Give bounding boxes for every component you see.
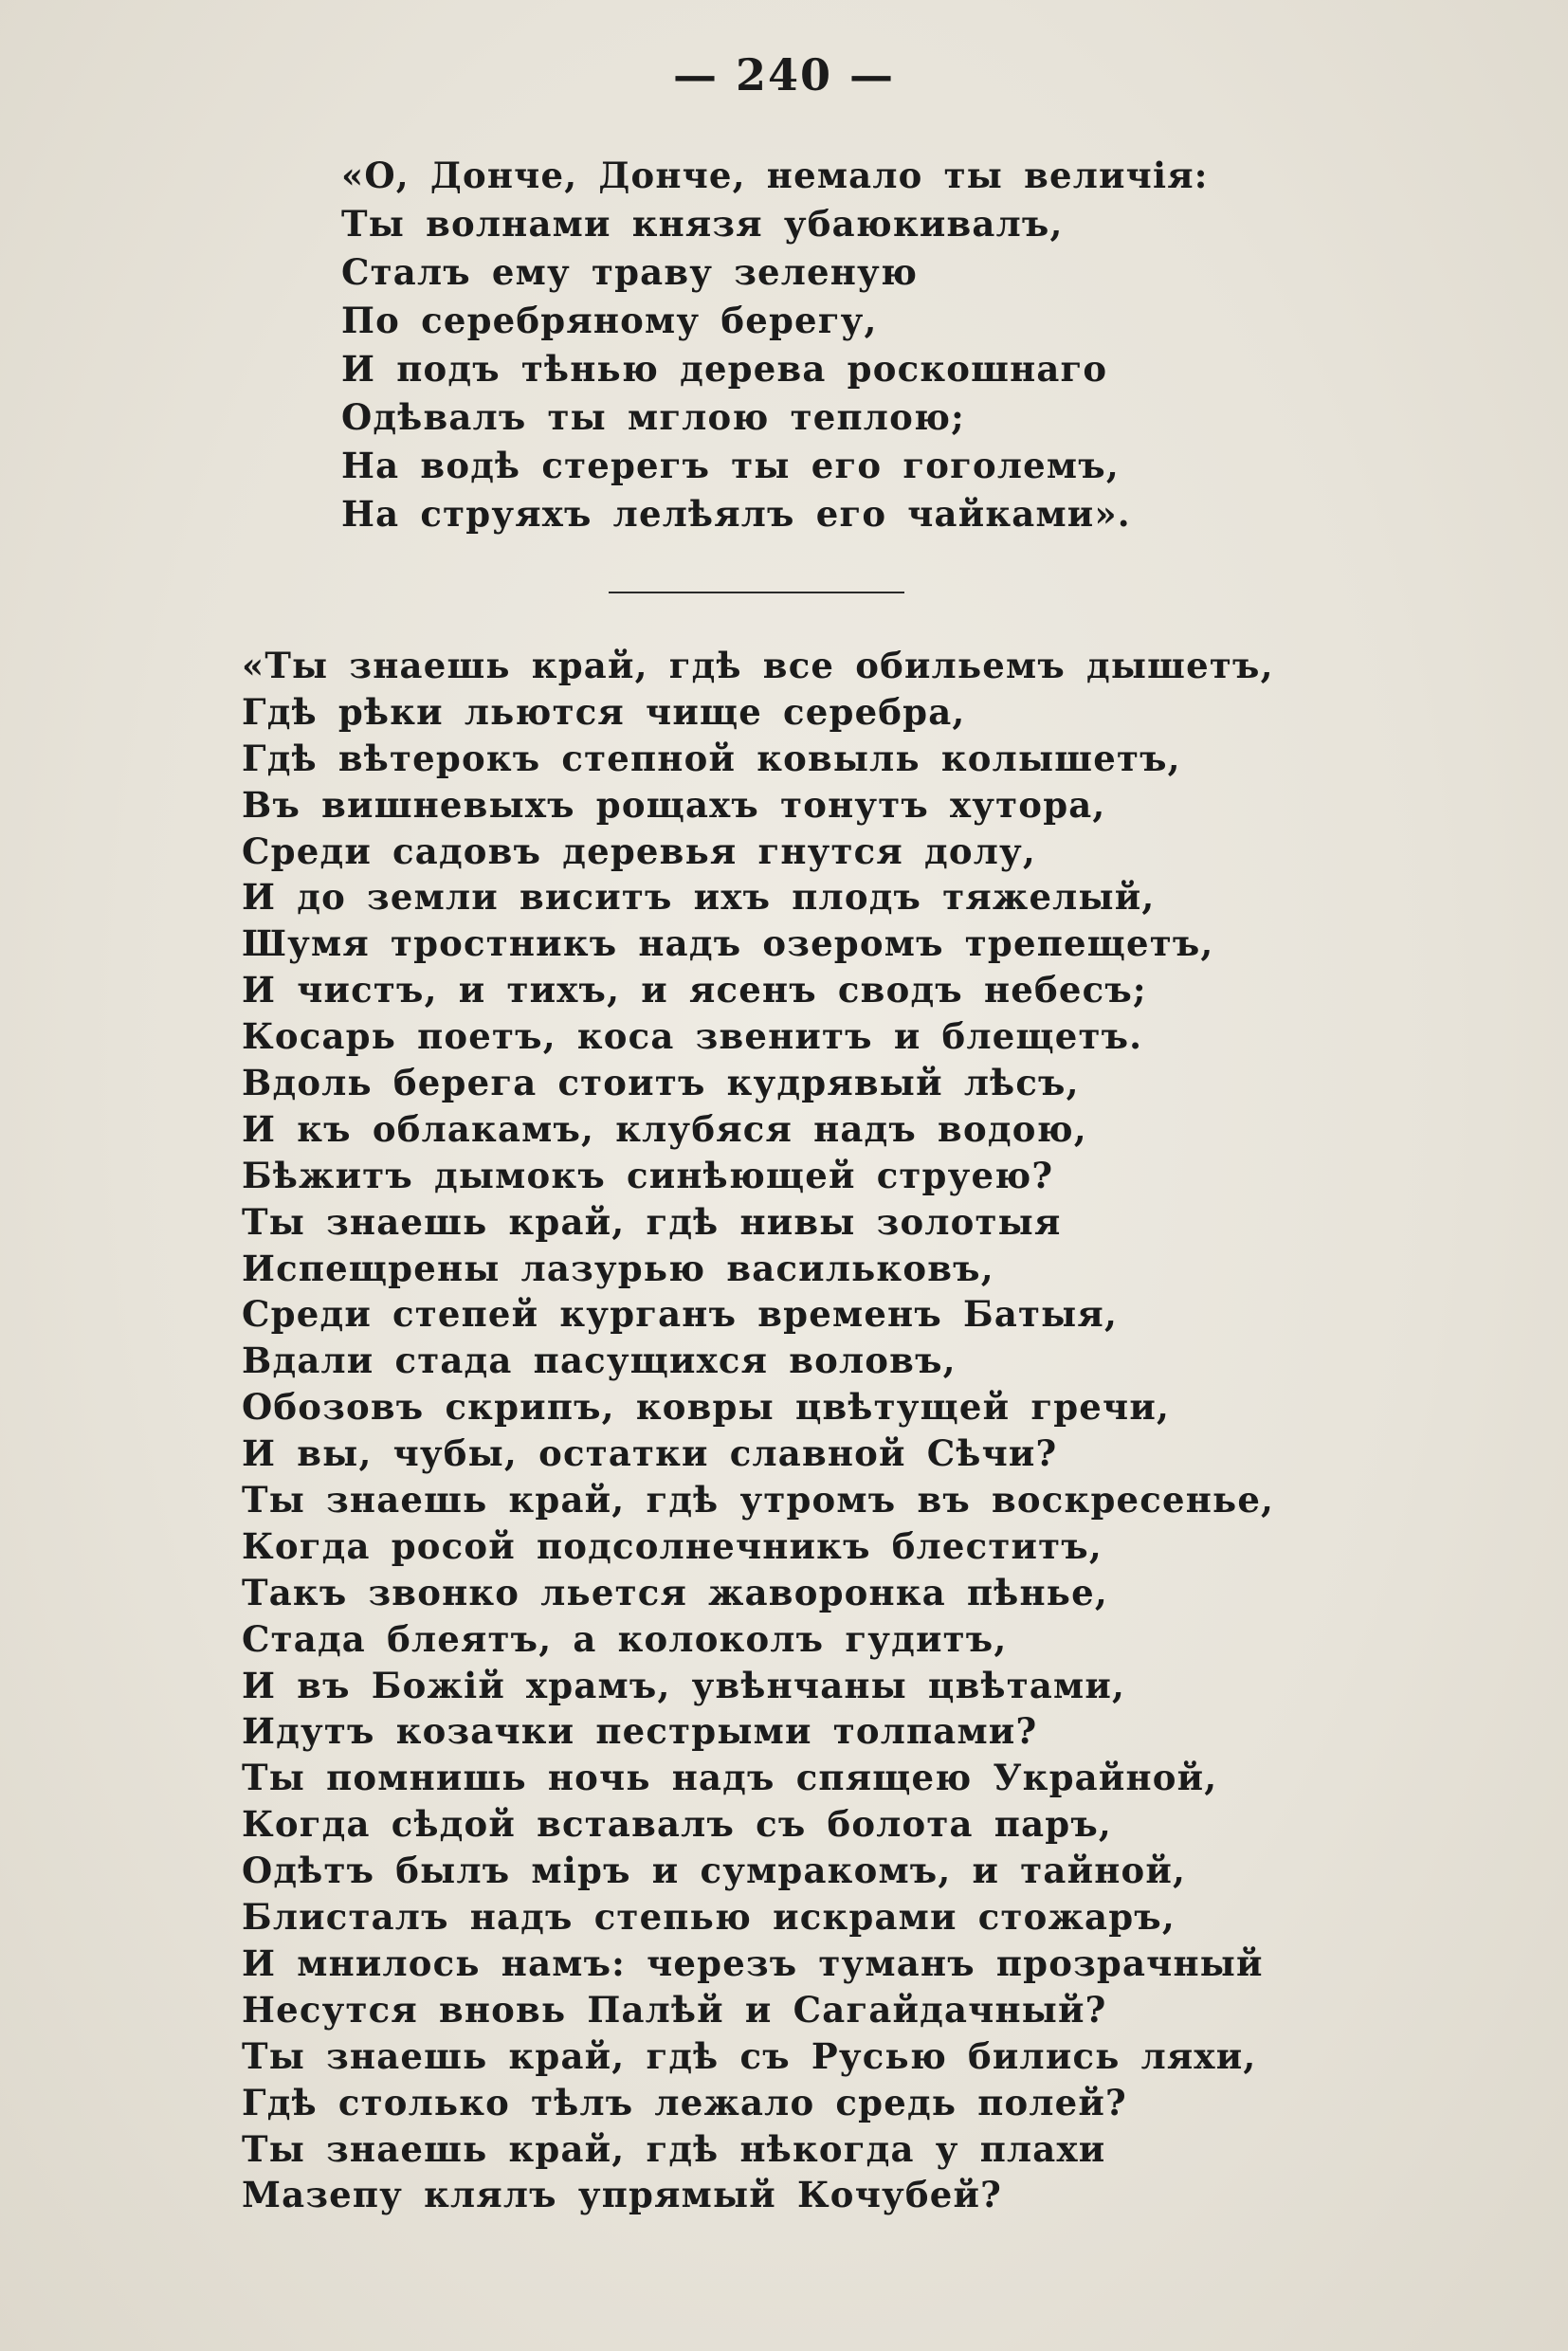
verse-line: И вы, чубы, остатки славной Сѣчи? <box>242 1432 1058 1475</box>
verse-line: Ты знаешь край, гдѣ нѣкогда у плахи <box>242 2127 1106 2170</box>
verse-line: И чистъ, и тихъ, и ясенъ сводъ небесъ; <box>242 969 1147 1011</box>
stanza-1 <box>341 152 1384 538</box>
verse-line: Въ вишневыхъ рощахъ тонутъ хутора, <box>242 783 1106 826</box>
verse-line: Несутся вновь Палѣй и Сагайдачный? <box>242 1988 1107 2031</box>
verse-line: И подъ тѣнью дерева роскошнаго <box>341 348 1108 390</box>
verse-line: Ты помнишь ночь надъ спящею Украйной, <box>242 1757 1218 1799</box>
verse-line: Одѣвалъ ты мглою теплою; <box>341 396 965 438</box>
verse-line: Шумя тростникъ надъ озеромъ трепещетъ, <box>242 922 1214 965</box>
verse-line: Сталъ ему траву зеленую <box>341 251 919 293</box>
verse-line: И въ Божій храмъ, увѣнчаны цвѣтами, <box>242 1664 1126 1706</box>
page-number: — 240 — <box>672 49 896 100</box>
verse-line: На водѣ стерегъ ты его гоголемъ, <box>341 445 1120 486</box>
verse-line: Гдѣ рѣки льются чище серебра, <box>242 690 966 733</box>
verse-line: Когда сѣдой вставалъ съ болота паръ, <box>242 1803 1112 1846</box>
verse-line: Ты волнами князя убаюкивалъ, <box>341 203 1064 245</box>
verse-line: Блисталъ надъ степью искрами стожаръ, <box>242 1896 1176 1939</box>
verse-line: Когда росой подсолнечникъ блеститъ, <box>242 1524 1103 1567</box>
stanza-2 <box>242 643 1427 2218</box>
verse-line: «Ты знаешь край, гдѣ все обильемъ дышетъ, <box>242 645 1274 686</box>
verse-line: И мнилось намъ: черезъ туманъ прозрачный <box>242 1941 1264 1984</box>
verse-line: И до земли виситъ ихъ плодъ тяжелый, <box>242 876 1156 919</box>
verse-line: На струяхъ лелѣялъ его чайками». <box>341 493 1131 535</box>
verse-line: Бѣжитъ дымокъ синѣющей струею? <box>242 1154 1054 1196</box>
verse-line: Среди садовъ деревья гнутся долу, <box>242 829 1037 872</box>
verse-line: Вдоль берега стоитъ кудрявый лѣсъ, <box>242 1062 1080 1104</box>
verse-line: Испещрены лазурью васильковъ, <box>242 1247 994 1289</box>
verse-line: Идутъ козачки пестрыми толпами? <box>242 1710 1038 1753</box>
verse-line: Среди степей курганъ временъ Батыя, <box>242 1293 1119 1336</box>
verse-line: Ты знаешь край, гдѣ съ Русью бились ляхи, <box>242 2034 1257 2077</box>
verse-line: Мазепу клялъ упрямый Кочубей? <box>242 2174 1002 2216</box>
verse-line: Стада блеятъ, а колоколъ гудитъ, <box>242 1617 1008 1660</box>
verse-line: Ты знаешь край, гдѣ утромъ въ воскресенье, <box>242 1479 1275 1522</box>
verse-line: Гдѣ вѣтерокъ степной ковыль колышетъ, <box>242 737 1181 779</box>
verse-line: Обозовъ скрипъ, ковры цвѣтущей гречи, <box>242 1386 1171 1429</box>
section-divider <box>609 592 904 593</box>
verse-line: Гдѣ столько тѣлъ лежало средь полей? <box>242 2081 1127 2123</box>
verse-line: Ты знаешь край, гдѣ нивы золотыя <box>242 1200 1062 1243</box>
verse-line: Косарь поетъ, коса звенитъ и блещетъ. <box>242 1015 1143 1058</box>
verse-line: По серебряному берегу, <box>341 300 878 341</box>
verse-line: И къ облакамъ, клубяся надъ водою, <box>242 1107 1087 1150</box>
verse-line: Такъ звонко льется жаворонка пѣнье, <box>242 1571 1108 1613</box>
verse-line: «О, Донче, Донче, немало ты величія: <box>341 155 1209 196</box>
verse-line: Одѣтъ былъ міръ и сумракомъ, и тайной, <box>242 1850 1187 1892</box>
verse-line: Вдали стада пасущихся воловъ, <box>242 1340 957 1382</box>
